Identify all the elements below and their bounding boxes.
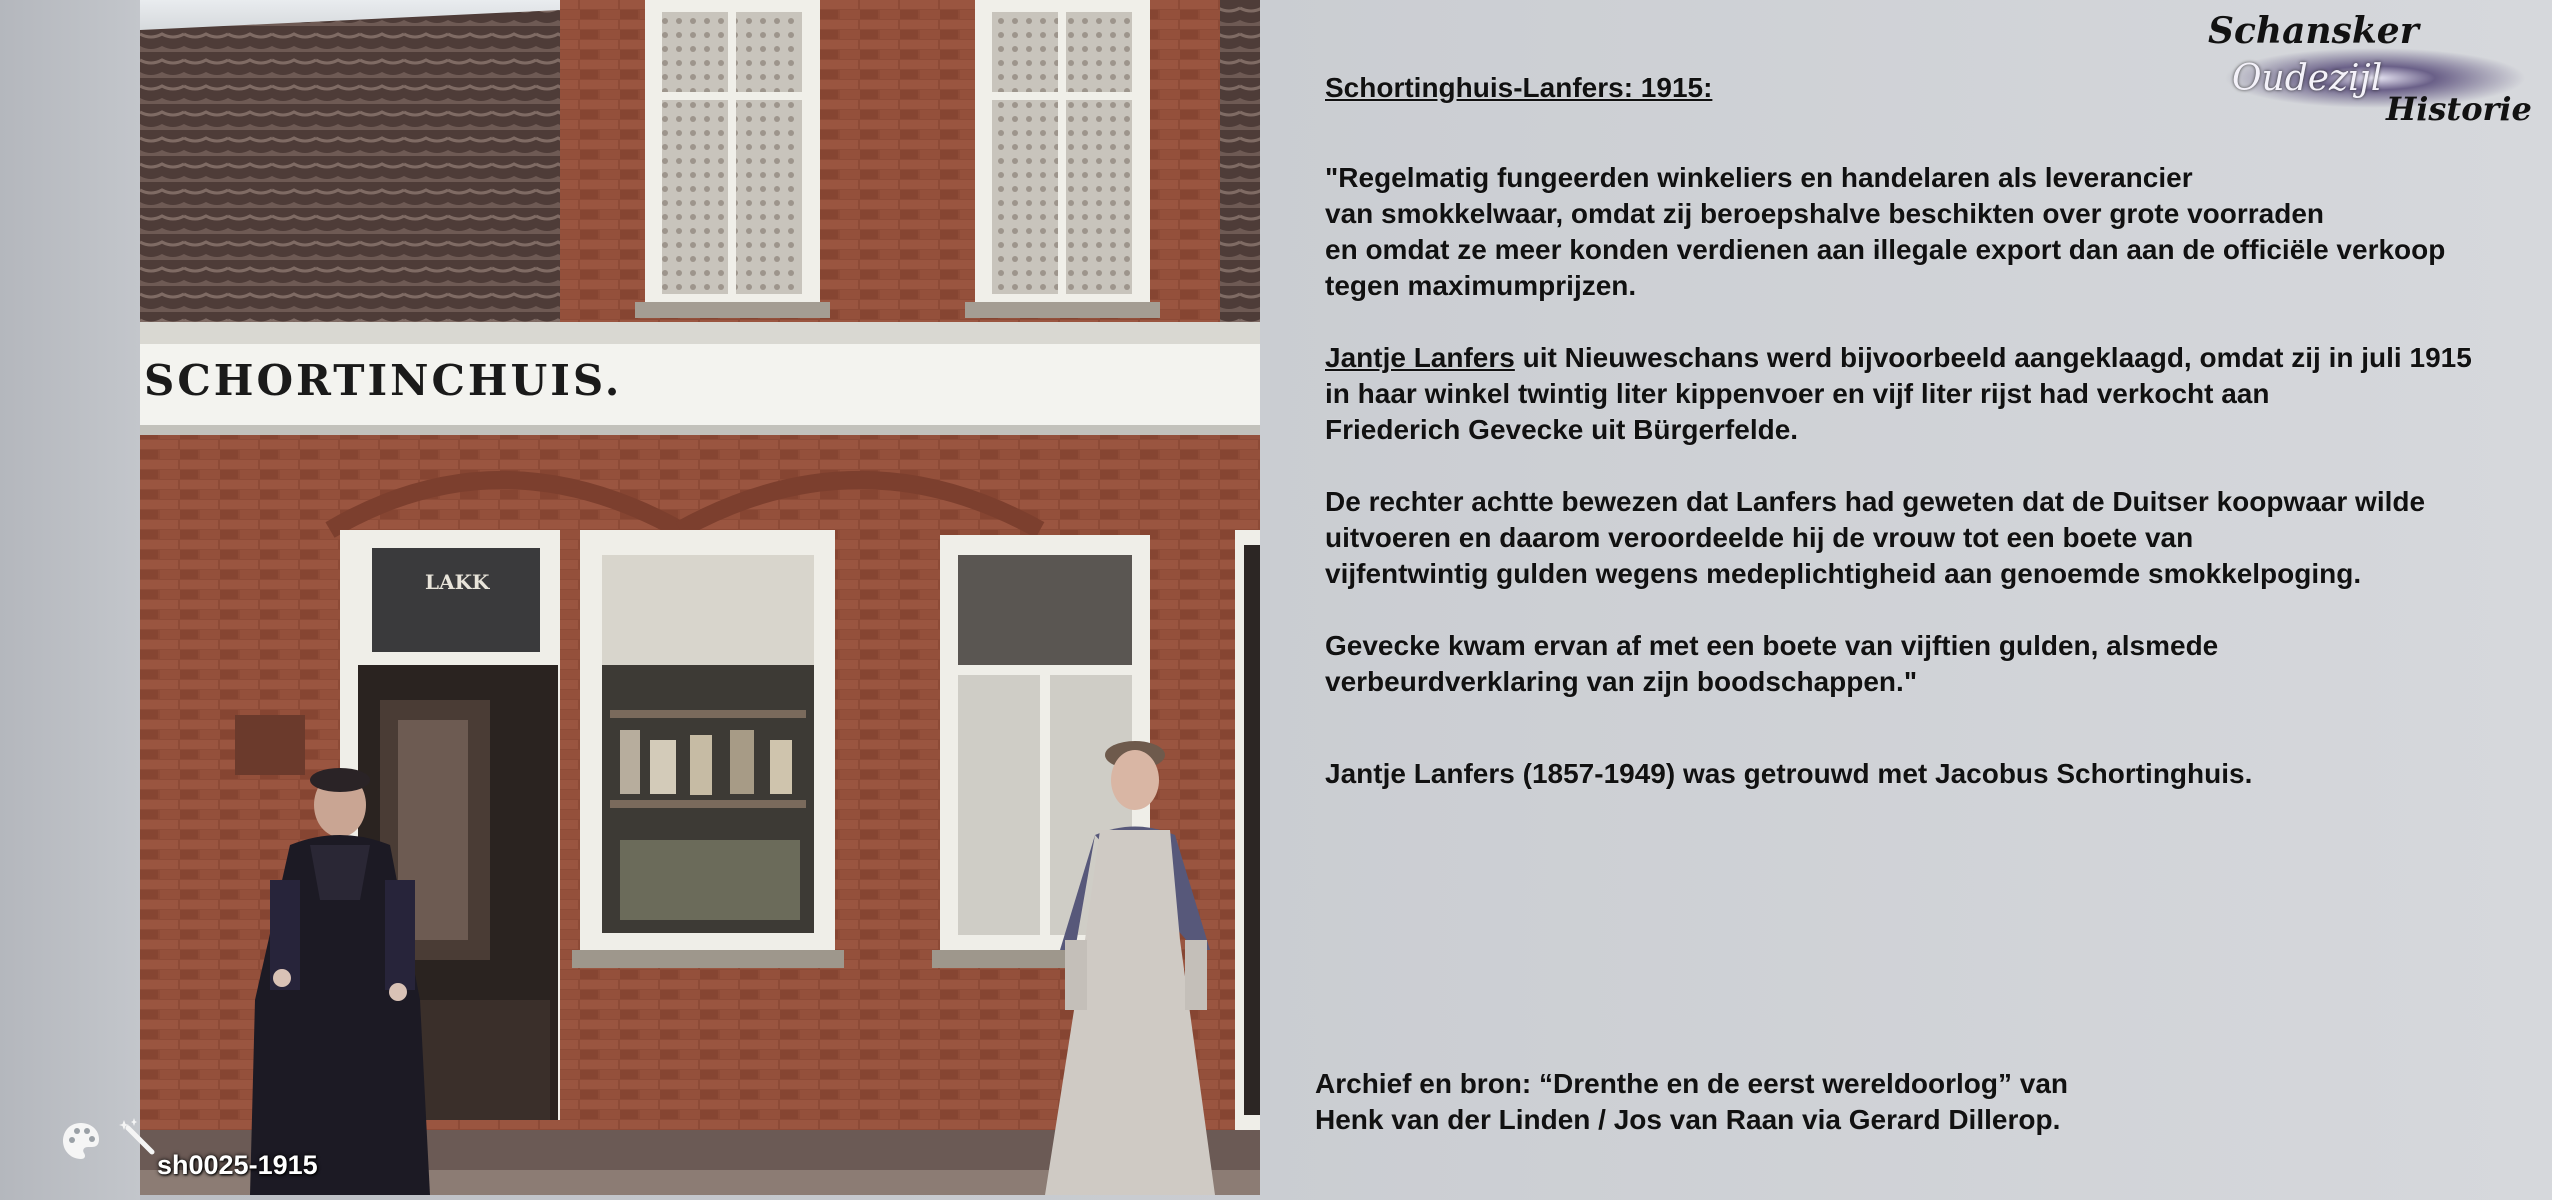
shop-photo <box>140 0 1260 1195</box>
text-line: Henk van der Linden / Jos van Raan via Gerard Dillerop. <box>1315 1104 2061 1135</box>
logo-line-1: Schansker <box>2208 10 2419 52</box>
text-line: Friederich Gevecke uit Bürgerfelde. <box>1325 414 1799 445</box>
text-line: van smokkelwaar, omdat zij beroepshalve beschikten over grote voorraden <box>1325 198 2325 229</box>
text-line: verbeurdverklaring van zijn boodschappen." <box>1325 666 1918 697</box>
paragraph-quote-intro <box>1325 160 2535 304</box>
paragraph-note <box>1325 756 2535 792</box>
text-line: in haar winkel twintig liter kippenvoer en vijf liter rijst had verkocht aan <box>1325 378 2270 409</box>
text-line: vijfentwintig gulden wegens medeplichtigheid aan genoemde smokkelpoging. <box>1325 558 2362 589</box>
roof-left <box>140 10 570 330</box>
text-line: Jantje Lanfers (1857-1949) was getrouwd met Jacobus Schortinghuis. <box>1325 758 2253 789</box>
upper-window-right <box>965 0 1160 318</box>
text-line: Archief en bron: “Drenthe en de eerst wereldoorlog” van <box>1315 1068 2069 1099</box>
logo-line-2: Oudezijl <box>2232 58 2383 99</box>
logo-line-3: Historie <box>2386 90 2532 128</box>
article-text <box>1325 70 2535 828</box>
palette-icon[interactable] <box>60 1120 102 1162</box>
text-line: en omdat ze meer konden verdienen aan illegale export dan aan de officiële verkoop <box>1325 234 2446 265</box>
photo-id-caption: sh0025-1915 <box>157 1150 318 1180</box>
text-line: "Regelmatig fungeerden winkeliers en handelaren als leverancier <box>1325 162 2193 193</box>
paragraph-gevecke <box>1325 628 2535 700</box>
text-line: De rechter achtte bewezen dat Lanfers had geweten dat de Duitser koopwaar wilde <box>1325 486 2426 517</box>
upper-window-left <box>635 0 830 318</box>
magic-wand-icon[interactable] <box>118 1118 158 1158</box>
source-credit <box>1315 1066 2315 1138</box>
shop-window <box>572 530 844 968</box>
shop-window-sign-text: LAKK <box>425 570 490 594</box>
text-line: Gevecke kwam ervan af met een boete van vijftien gulden, alsmede <box>1325 630 2219 661</box>
text-line: tegen maximumprijzen. <box>1325 270 1637 301</box>
left-margin <box>0 0 140 1200</box>
article-title: Schortinghuis-Lanfers: 1915: <box>1325 72 1713 103</box>
building-sign-text: SCHORTINCHUIS. <box>144 356 623 405</box>
text-line: uitvoeren en daarom veroordeelde hij de vrouw tot een boete van <box>1325 522 2194 553</box>
text-line <box>1325 340 2535 376</box>
text-fragment: uit Nieuweschans werd bijvoorbeeld aangeklaagd, omdat zij in juli 1915 <box>1514 342 2472 373</box>
paragraph-verdict <box>1325 484 2535 592</box>
paragraph-accusation <box>1325 340 2535 448</box>
person-name-link: Jantje Lanfers <box>1325 342 1515 373</box>
